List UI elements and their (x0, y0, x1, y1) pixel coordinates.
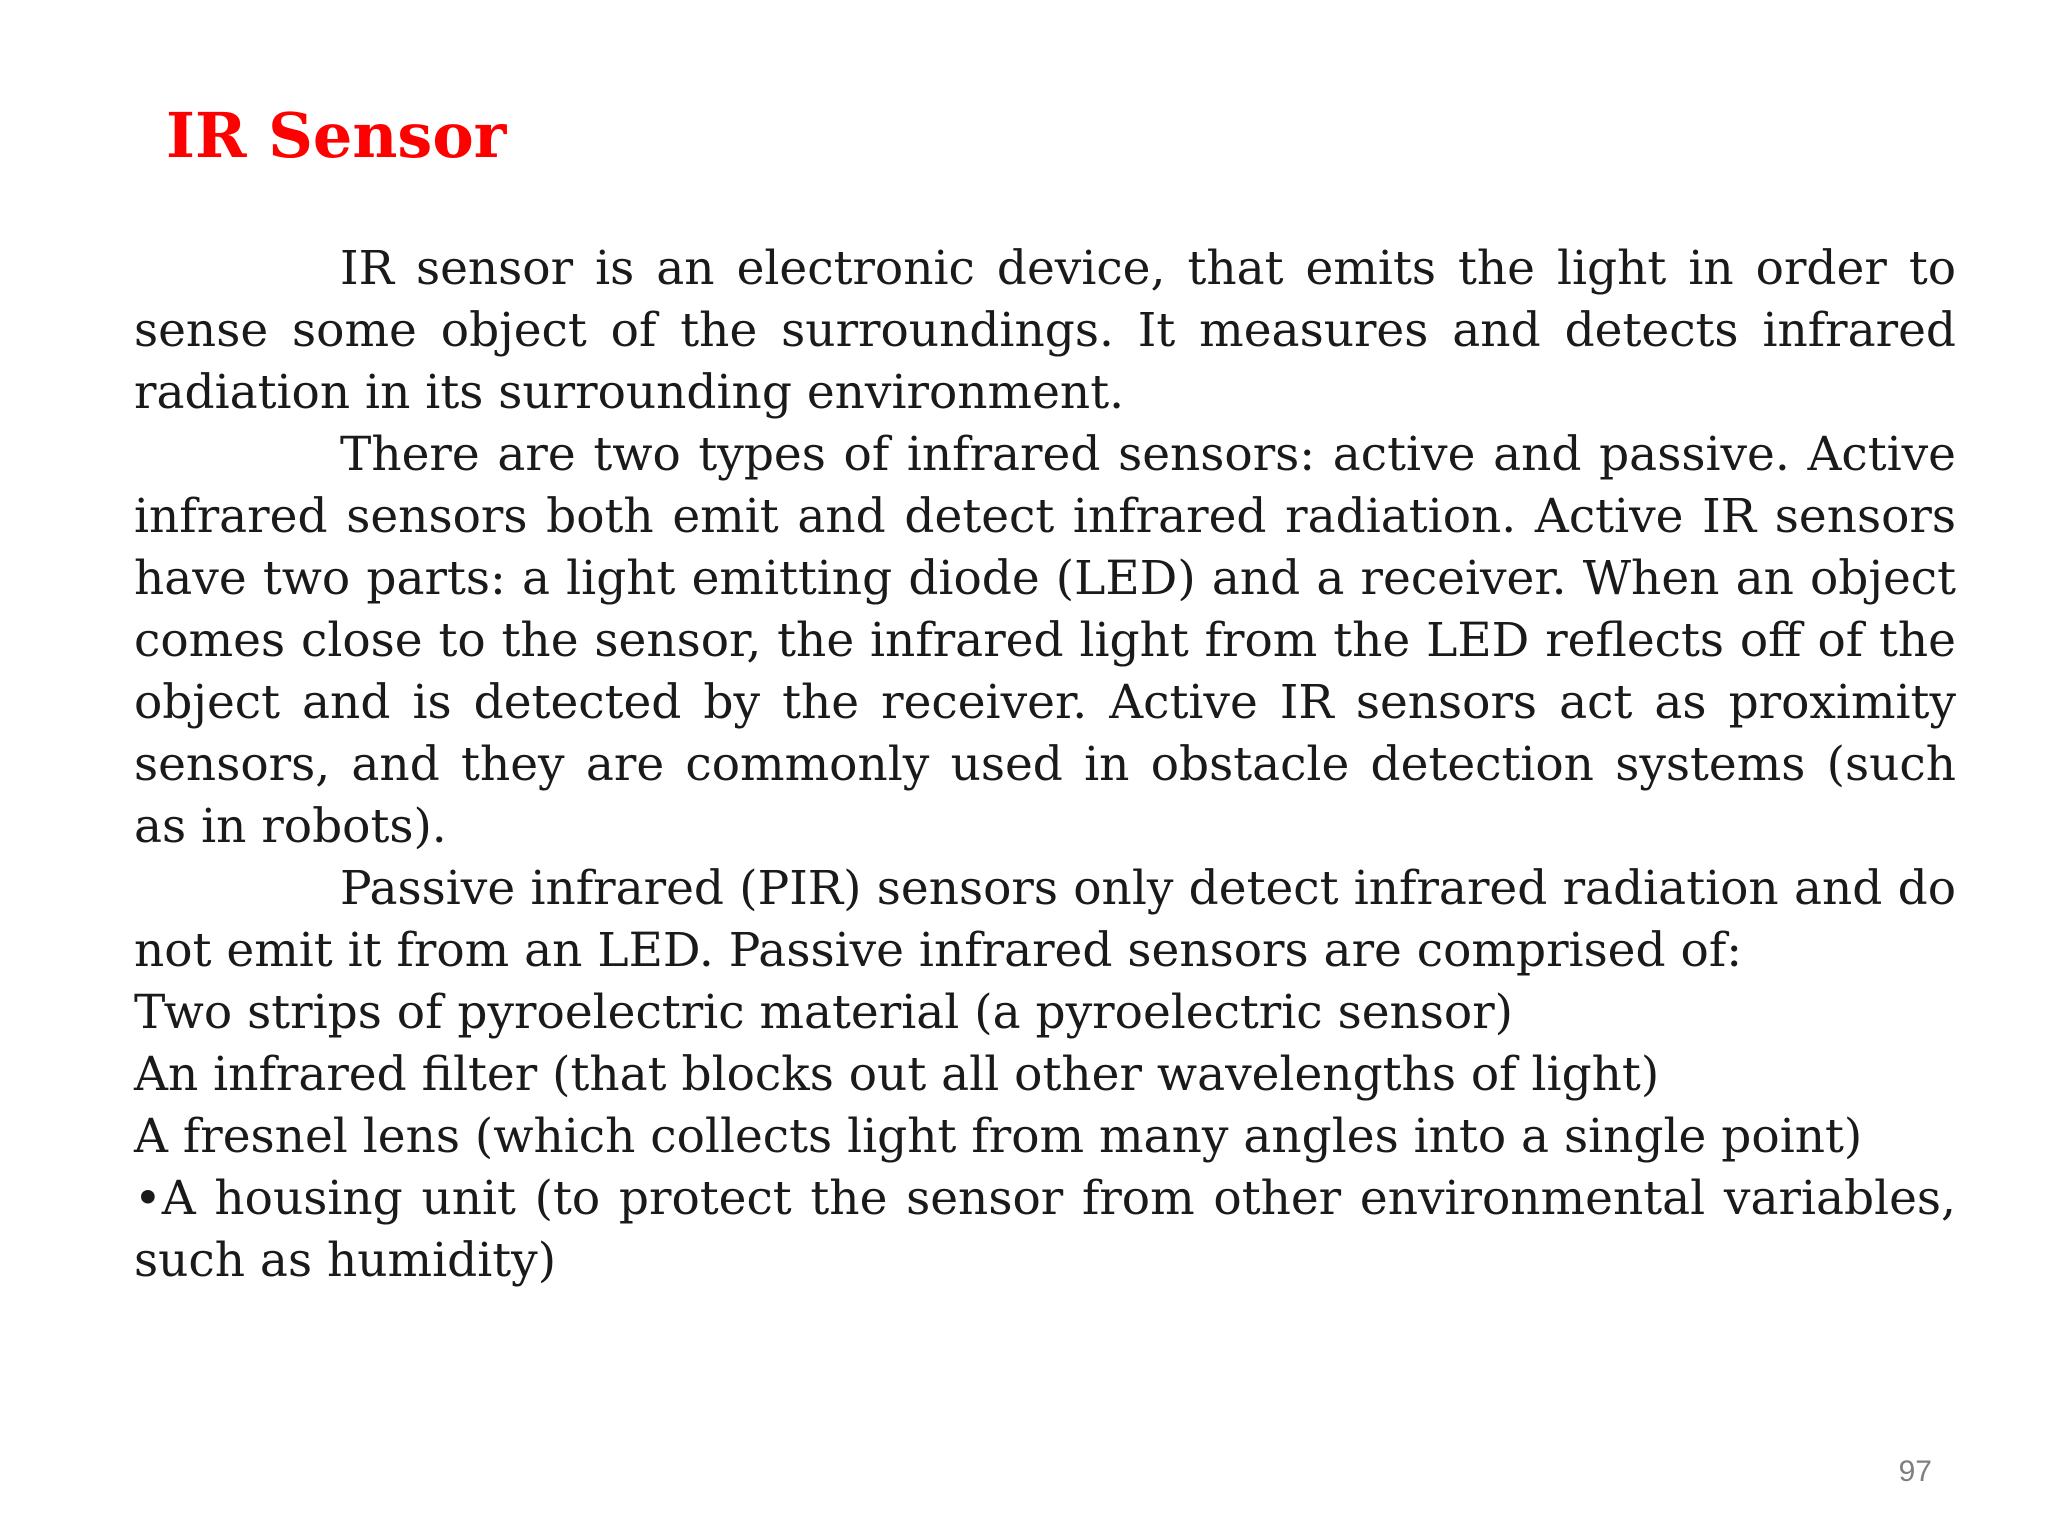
list-item-housing-unit: •A housing unit (to protect the sensor from other environmental variables, such as humidity) (134, 1171, 1956, 1288)
list-item-pyroelectric: Two strips of pyroelectric material (a pyroelectric sensor) (134, 985, 1513, 1040)
page-number: 97 (1898, 1455, 1932, 1488)
slide-body (134, 238, 1956, 1292)
paragraph-passive-sensors: Passive infrared (PIR) sensors only detect infrared radiation and do not emit it from an LED. Passive infrared sensors are comprised of: (134, 861, 1956, 978)
paragraph-intro: IR sensor is an electronic device, that emits the light in order to sense some object of the surroundings. It measures and detects infrared radiation in its surrounding environment. (134, 241, 1956, 420)
list-item-fresnel-lens: A fresnel lens (which collects light from many angles into a single point) (134, 1109, 1863, 1164)
paragraph-sensor-types: There are two types of infrared sensors: active and passive. Active infrared sensors both emit and detect infrared radiation. Active IR sensors have two parts: a light emitting diode (LED) and a receiver. When an object comes close to the sensor, the infrared light from the LED reflects off of the object and is detected by the receiver. Active IR sensors act as proximity sensors, and they are commonly used in obstacle detection systems (such as in robots). (134, 427, 1956, 854)
slide-title: IR Sensor (166, 99, 507, 172)
list-item-infrared-filter: An infrared filter (that blocks out all other wavelengths of light) (134, 1047, 1660, 1102)
